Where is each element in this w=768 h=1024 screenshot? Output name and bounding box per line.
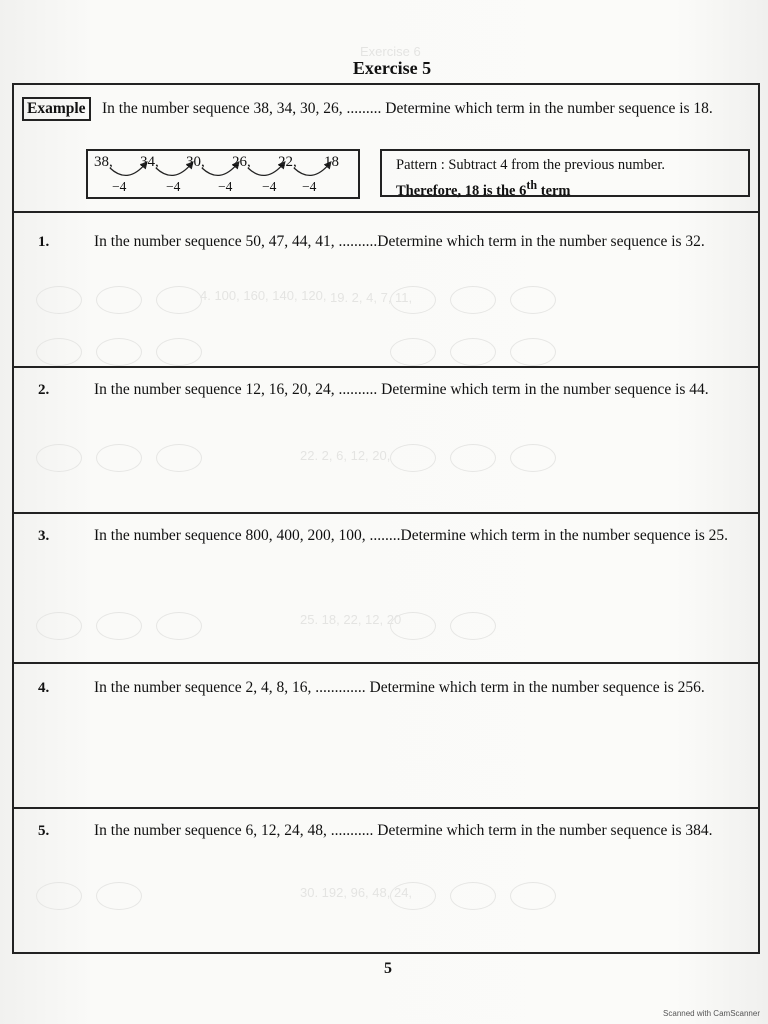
question-text: In the number sequence 12, 16, 20, 24, .......... Determine which term in the number sequence is 44. — [94, 381, 709, 398]
sequence-term: 18 — [324, 154, 339, 170]
conclusion-sup: th — [526, 178, 538, 192]
example-label: Example — [22, 97, 91, 121]
sequence-term: 38, — [94, 154, 113, 170]
question-text: In the number sequence 2, 4, 8, 16, ............. Determine which term in the number sequence is 256. — [94, 679, 705, 696]
scanner-watermark: Scanned with CamScanner — [663, 1009, 760, 1018]
sequence-term: 22, — [278, 154, 297, 170]
example-text: In the number sequence 38, 34, 30, 26, ......... Determine which term in the number sequence is 18. — [102, 100, 713, 117]
question-5 — [14, 809, 758, 952]
example-section — [14, 85, 758, 213]
ghost-text: 25. 18, 22, 12, 20 — [300, 612, 402, 627]
question-3 — [14, 514, 758, 664]
pattern-line: Pattern : Subtract 4 from the previous number. — [396, 157, 666, 173]
exercise-frame — [12, 83, 760, 954]
ghost-text: 22. 2, 6, 12, 20, — [300, 448, 391, 463]
sequence-diagram — [86, 149, 360, 199]
page-title: Exercise 5 — [352, 58, 432, 78]
question-text: In the number sequence 6, 12, 24, 48, ........... Determine which term in the number sequence is 384. — [94, 822, 713, 839]
question-number: 4. — [38, 680, 50, 696]
difference-label: −4 — [218, 179, 233, 194]
ghost-text: 30. 192, 96, 48, 24, — [300, 885, 413, 900]
sequence-term: 26, — [232, 154, 251, 170]
question-number: 2. — [38, 382, 50, 398]
question-number: 5. — [38, 823, 50, 839]
question-4 — [14, 664, 758, 809]
pattern-box — [380, 149, 750, 197]
question-number: 1. — [38, 234, 50, 250]
difference-label: −4 — [166, 179, 181, 194]
question-text: In the number sequence 800, 400, 200, 100, ........Determine which term in the number sequence is 25. — [94, 527, 729, 544]
conclusion-line — [396, 175, 734, 201]
question-text: In the number sequence 50, 47, 44, 41, ..........Determine which term in the number sequence is 32. — [94, 233, 705, 250]
sequence-term: 34, — [140, 154, 159, 170]
question-1 — [14, 213, 758, 368]
difference-label: −4 — [262, 179, 277, 194]
ghost-text: 4. 100, 160, 140, 120, — [200, 288, 327, 303]
difference-label: −4 — [112, 179, 127, 194]
page-number: 5 — [384, 960, 392, 977]
conclusion-prefix: Therefore, 18 is the 6 — [396, 182, 527, 199]
ghost-text: 19. 2, 4, 7, 11, — [330, 290, 413, 305]
question-number: 3. — [38, 528, 50, 544]
difference-label: −4 — [302, 179, 317, 194]
ghost-text: Exercise 6 — [360, 44, 421, 59]
sequence-term: 30, — [186, 154, 205, 170]
question-2 — [14, 368, 758, 514]
conclusion-suffix: term — [537, 182, 571, 199]
